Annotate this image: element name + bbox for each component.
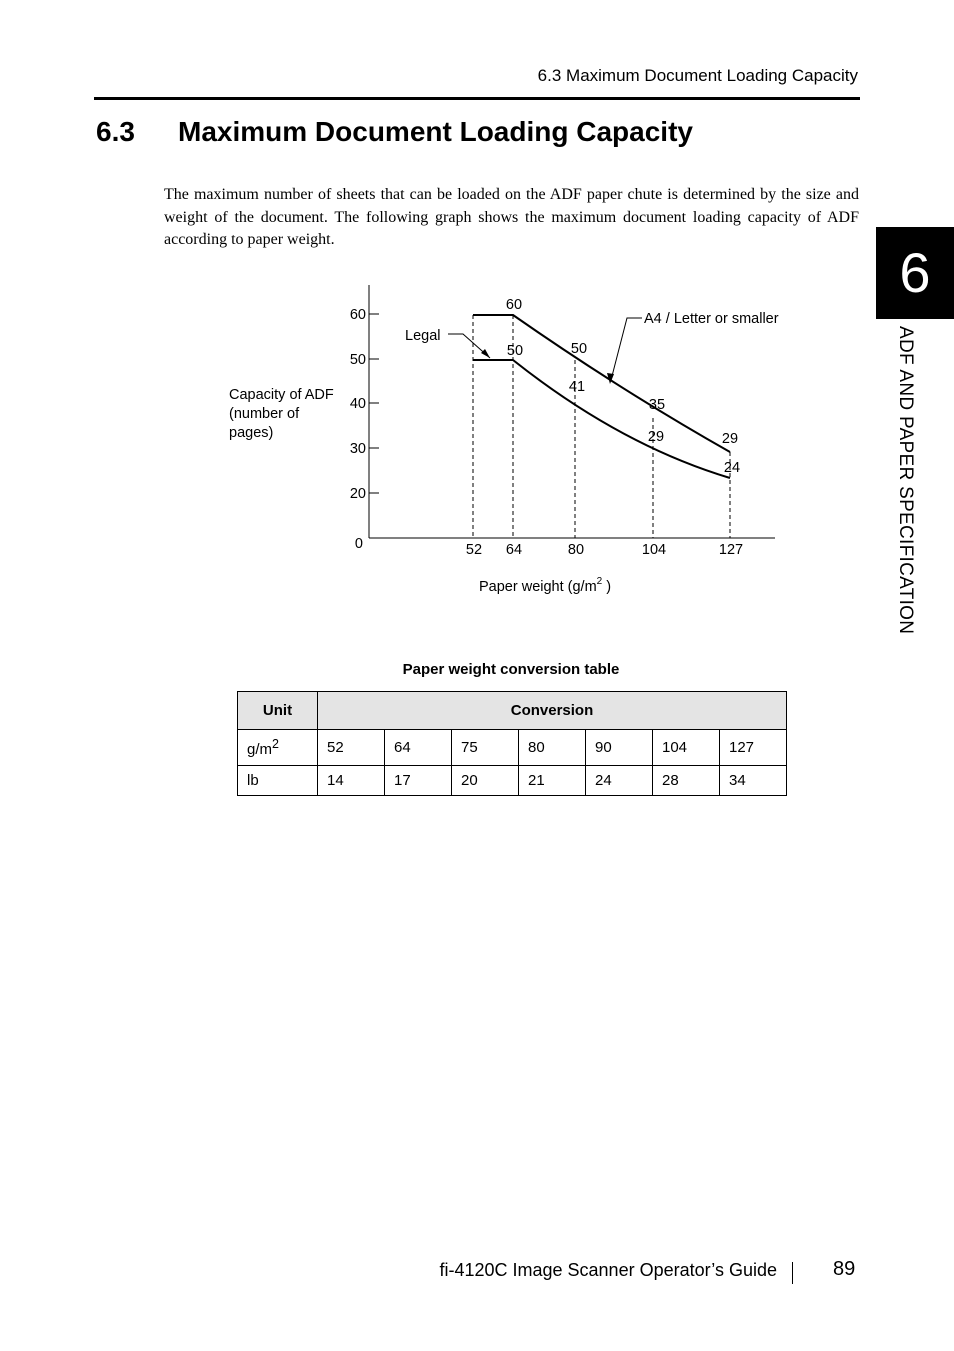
x-axis-label-text: Paper weight (g/m xyxy=(479,579,597,595)
table-header-row xyxy=(238,692,787,730)
data-label: 24 xyxy=(723,460,741,476)
footer-guide-title: fi-4120C Image Scanner Operator’s Guide xyxy=(439,1260,777,1280)
legend-legal: Legal xyxy=(405,328,441,344)
x-axis-label-close: ) xyxy=(602,579,612,595)
table-cell: 127 xyxy=(720,730,787,766)
conversion-table xyxy=(237,691,787,796)
table-cell: 64 xyxy=(385,730,452,766)
table-cell: 14 xyxy=(318,766,385,796)
section-title-text: Maximum Document Loading Capacity xyxy=(178,116,693,147)
y-tick-label: 30 xyxy=(349,441,366,457)
x-tick-label: 104 xyxy=(641,542,667,558)
x-tick-label: 64 xyxy=(505,542,523,558)
capacity-chart xyxy=(0,0,954,620)
series-line-legal xyxy=(473,360,730,478)
table-cell: 34 xyxy=(720,766,787,796)
page-number: 89 xyxy=(833,1258,856,1280)
table-cell-unit: lb xyxy=(238,766,318,796)
table-cell: 80 xyxy=(519,730,586,766)
chapter-side-label: ADF AND PAPER SPECIFICATION xyxy=(895,326,916,635)
table-cell: 24 xyxy=(586,766,653,796)
legend-a4-leader xyxy=(611,318,642,380)
data-label: 50 xyxy=(570,341,588,357)
footer-divider xyxy=(792,1262,793,1284)
table-row xyxy=(238,766,787,796)
table-cell: 28 xyxy=(653,766,720,796)
data-label: 29 xyxy=(721,431,739,447)
x-tick-label: 127 xyxy=(718,542,744,558)
table-row xyxy=(238,730,787,766)
x-axis-label-sup: 2 xyxy=(596,576,603,587)
y-tick-label: 60 xyxy=(349,307,366,323)
table-cell: 104 xyxy=(653,730,720,766)
y-tick-label: 40 xyxy=(349,396,366,412)
y-tick-label: 20 xyxy=(349,486,366,502)
table-header-unit: Unit xyxy=(238,692,318,730)
table-cell: 90 xyxy=(586,730,653,766)
chapter-tab: 6 xyxy=(876,227,954,319)
x-axis-label xyxy=(479,576,611,595)
unit-sup: 2 xyxy=(272,737,279,751)
table-caption: Paper weight conversion table xyxy=(402,661,620,678)
data-label: 35 xyxy=(648,397,666,413)
data-label: 29 xyxy=(647,429,665,445)
series-line-a4 xyxy=(473,315,730,452)
table-cell: 75 xyxy=(452,730,519,766)
table-cell: 52 xyxy=(318,730,385,766)
data-label: 60 xyxy=(505,297,523,313)
legend-a4: A4 / Letter or smaller xyxy=(644,311,779,327)
y-axis-label-line: pages) xyxy=(229,425,274,441)
section-number: 6.3 xyxy=(96,116,135,147)
table-header-conversion: Conversion xyxy=(318,692,787,730)
y-tick-label: 50 xyxy=(349,352,366,368)
x-tick-label: 52 xyxy=(465,542,483,558)
table-cell: 20 xyxy=(452,766,519,796)
y-tick-label: 0 xyxy=(354,536,363,552)
unit-text: g/m xyxy=(247,741,273,758)
data-label: 50 xyxy=(506,343,524,359)
x-tick-label: 80 xyxy=(567,542,585,558)
data-label: 41 xyxy=(568,379,586,395)
table-cell: 21 xyxy=(519,766,586,796)
intro-paragraph: The maximum number of sheets that can be loaded on the ADF paper chute is determined by the size and weight of the document. The following graph shows the maximum document loading capacity of ADF according to paper weight. xyxy=(164,186,859,248)
legend-legal-arrowhead xyxy=(481,349,490,358)
running-header: 6.3 Maximum Document Loading Capacity xyxy=(537,66,858,85)
table-cell-unit xyxy=(238,730,318,766)
y-axis-label-line: Capacity of ADF xyxy=(229,387,334,403)
table-cell: 17 xyxy=(385,766,452,796)
y-axis-label-line: (number of xyxy=(229,406,300,422)
